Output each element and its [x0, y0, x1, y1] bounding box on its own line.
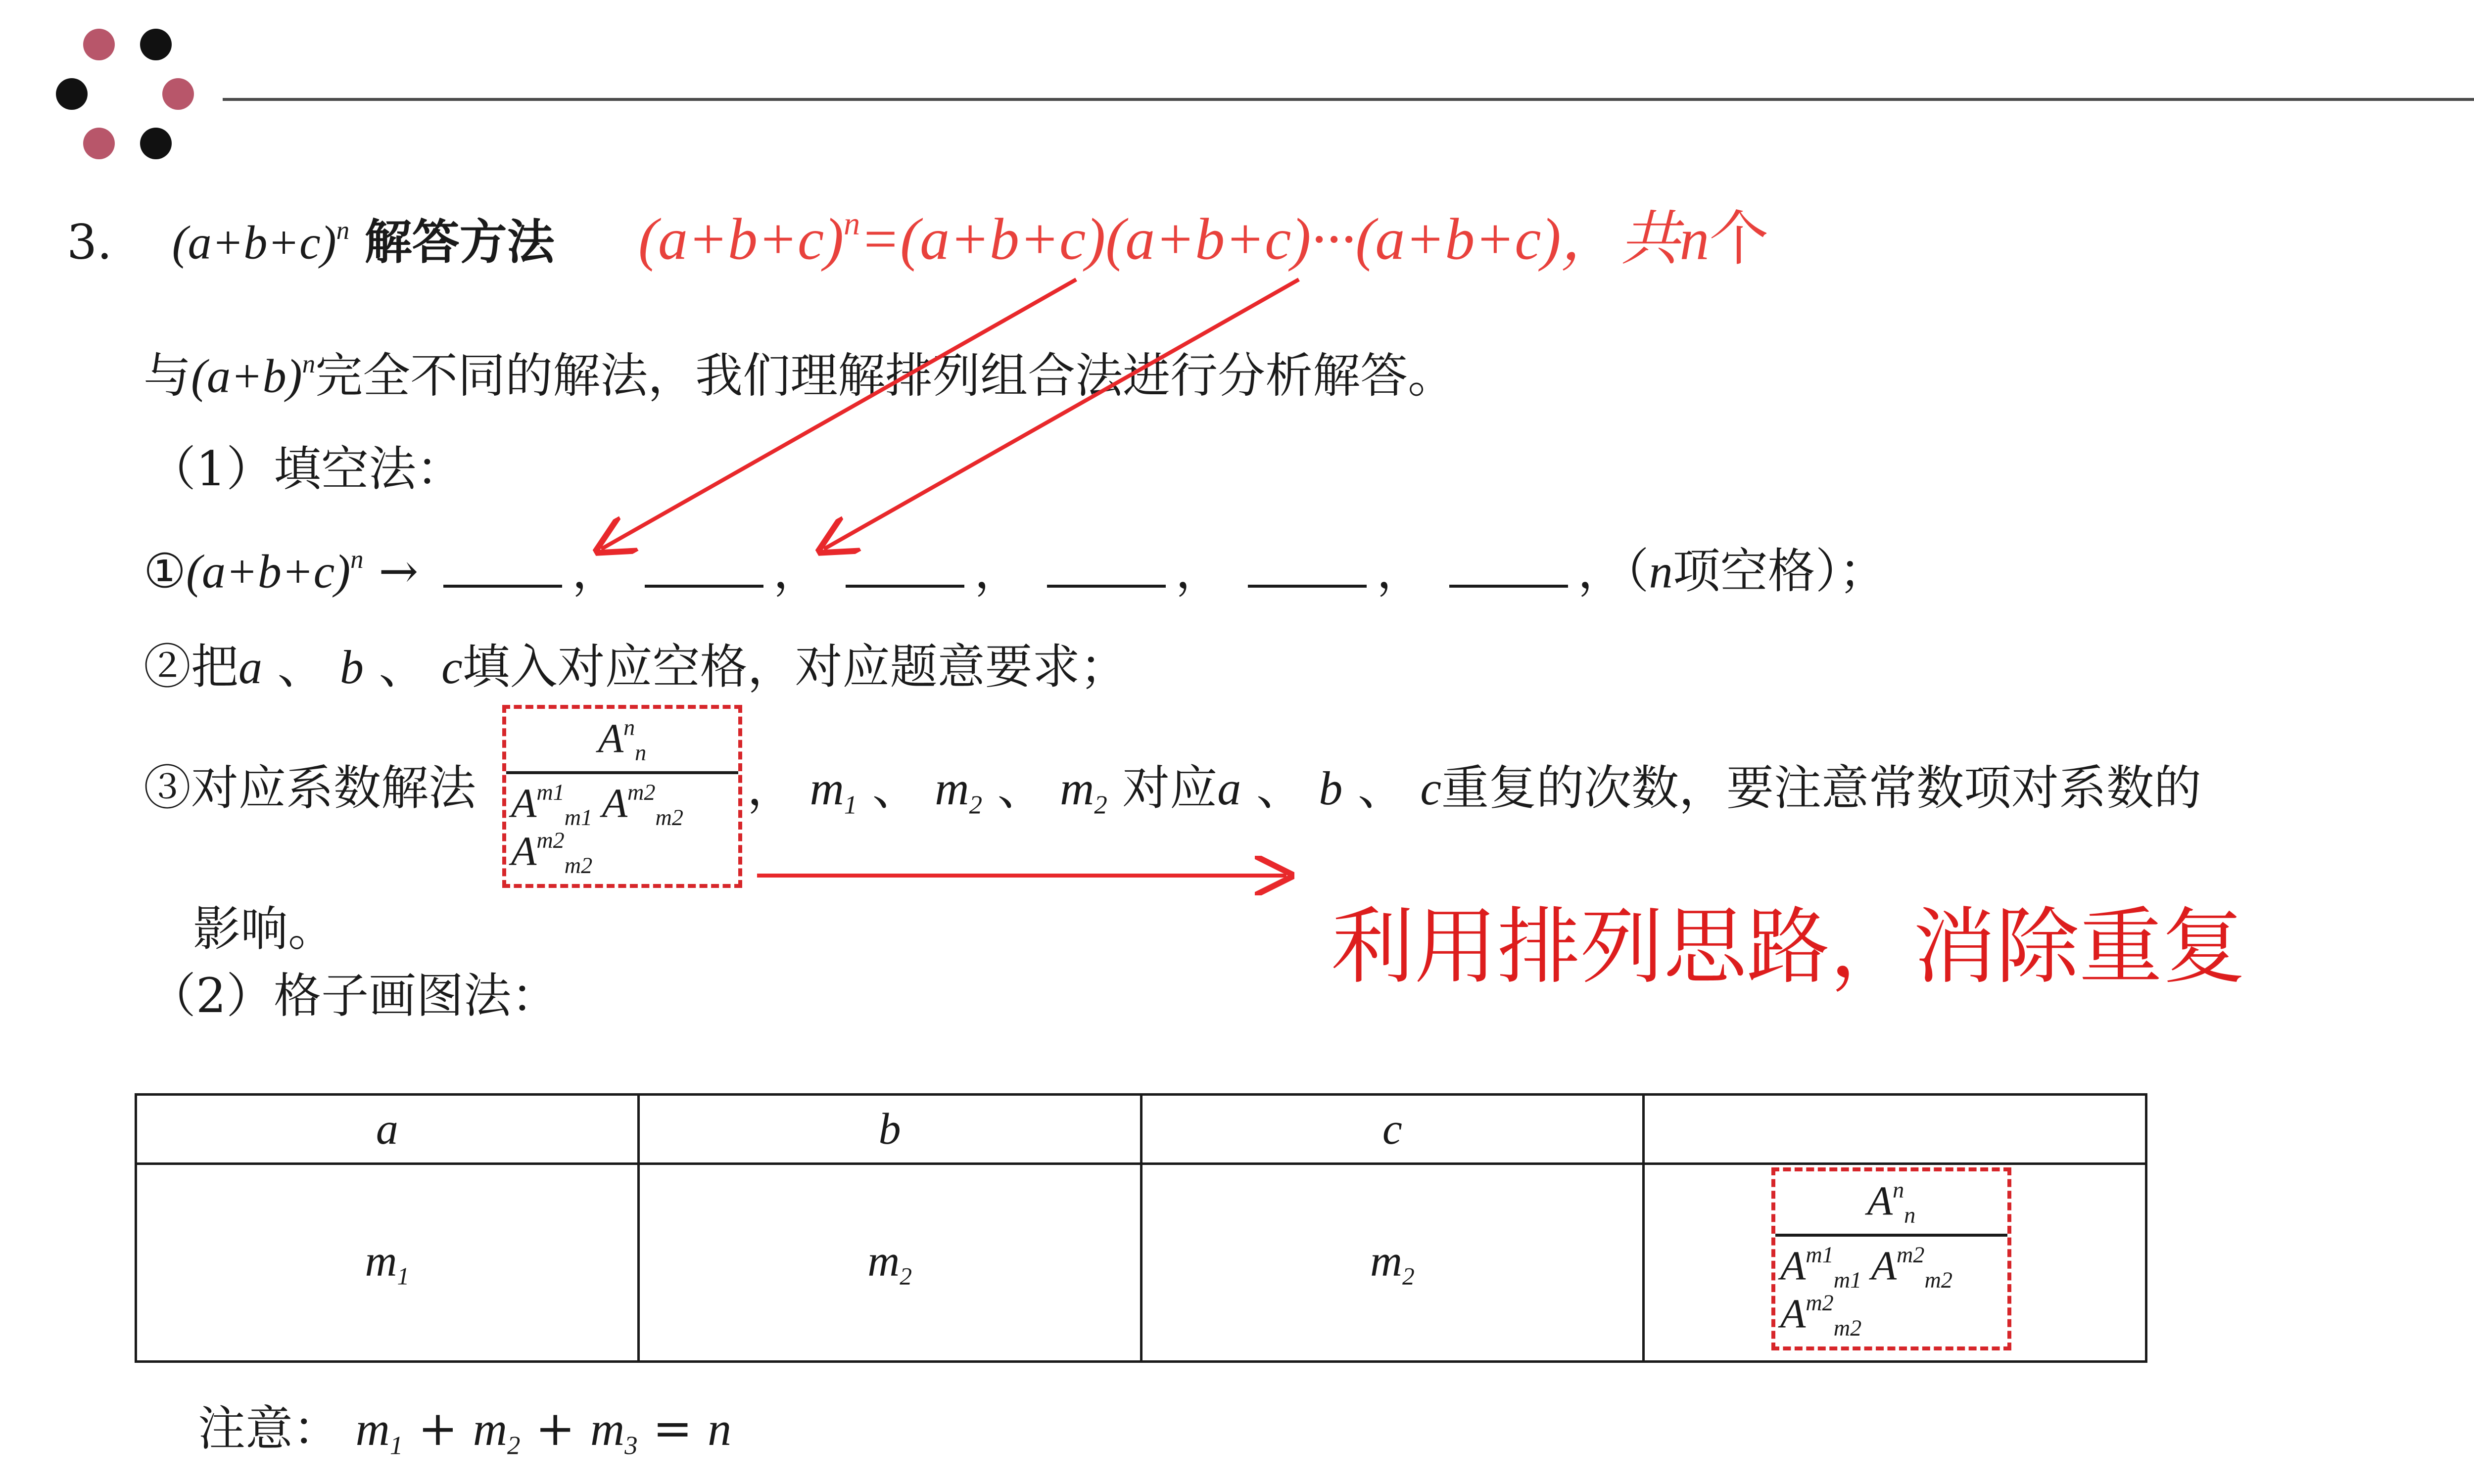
cell-m1: m — [365, 1237, 397, 1286]
f1-den-m2-sup: m2 — [627, 779, 656, 805]
f1-den-m2-sub: m2 — [655, 804, 683, 830]
f1-den-A3: A — [511, 828, 537, 875]
note-plus1: + — [418, 1401, 458, 1456]
f1-den-m3-sub: m2 — [564, 852, 593, 878]
section-number: 3. — [67, 214, 112, 270]
table-header-c: c — [1141, 1095, 1644, 1164]
table-header-a: a — [136, 1095, 639, 1164]
step1-exp: n — [350, 545, 364, 574]
note-m1: m — [355, 1402, 390, 1455]
step2-prefix: ②把 — [143, 639, 238, 695]
f2-den-m1-sup: m1 — [1806, 1242, 1834, 1267]
intro-pre: 与 — [143, 348, 191, 404]
f2-den-m3-sup: m2 — [1806, 1290, 1834, 1315]
note-m3-sub: 3 — [624, 1431, 638, 1460]
step3-sep1: 、 — [872, 760, 920, 816]
sep-1: ， — [572, 543, 620, 599]
step3-wrap: 影响。 — [193, 901, 335, 957]
step3-sep3: 、 — [1256, 760, 1304, 816]
arrow-to-blank-2 — [824, 279, 1299, 549]
step3-b: b — [1319, 762, 1343, 815]
table-cell-m2 — [638, 1164, 1141, 1362]
step2-sep2: 、 — [379, 639, 427, 695]
step3-m1: m — [809, 762, 844, 815]
intro-base: (a+b) — [191, 349, 302, 403]
step3-m1-sub: 1 — [844, 790, 857, 820]
cell-m2: m — [867, 1237, 900, 1286]
step3-sep2: 、 — [997, 760, 1045, 816]
f2-den-m3-sub: m2 — [1833, 1315, 1862, 1341]
note-line — [198, 1401, 732, 1460]
red-tail: 个 — [1709, 204, 1769, 274]
step3-tail: 重复的次数，要注意常数项对系数的 — [1441, 760, 2201, 816]
red-n: n — [1679, 206, 1710, 272]
step1-arrow-icon: → — [379, 543, 419, 599]
heading-label: 解答方法 — [364, 214, 555, 270]
step3-sep4: 、 — [1357, 760, 1405, 816]
step3-m2-sub: 2 — [969, 790, 983, 820]
f1-den-A2: A — [602, 780, 628, 827]
heading-exp: n — [336, 216, 350, 245]
step2-b: b — [340, 641, 364, 694]
note-label: 注意： — [198, 1401, 340, 1456]
formula-box-2 — [1771, 1167, 2011, 1350]
note-eq: = — [653, 1401, 693, 1456]
step1-tail-open: ，（ — [1577, 543, 1649, 599]
cell-m3: m — [1370, 1237, 1402, 1286]
f1-den-A1: A — [511, 780, 537, 827]
f2-den-A1: A — [1780, 1243, 1806, 1289]
cell-m3-sub: 2 — [1402, 1262, 1415, 1290]
note-m2-sub: 2 — [507, 1431, 521, 1460]
f2-num-sup: n — [1893, 1177, 1904, 1203]
method1-title: （1）填空法： — [148, 441, 464, 497]
step3-prefix: ③对应系数解法 — [143, 760, 476, 816]
f2-den-m1-sub: m1 — [1833, 1267, 1862, 1293]
f2-den-A2: A — [1871, 1243, 1897, 1289]
sep-5: ， — [1377, 543, 1425, 599]
intro-post: 完全不同的解法，我们理解排列组合法进行分析解答。 — [315, 348, 1456, 404]
step3-m3: m — [1060, 762, 1094, 815]
note-m2: m — [473, 1402, 508, 1455]
red-rhs: =(a+b+c)(a+b+c)···(a+b+c)，共 — [860, 206, 1680, 272]
step3-mid: 对应 — [1122, 760, 1218, 816]
step3-c: c — [1420, 762, 1441, 815]
red-exp: n — [844, 206, 860, 242]
note-m1-sub: 1 — [389, 1431, 403, 1460]
cell-m2-sub: 2 — [900, 1262, 912, 1290]
sep-2: ， — [773, 543, 821, 599]
f2-den-A3: A — [1780, 1291, 1806, 1337]
step2-sep1: 、 — [277, 639, 325, 695]
sep-3: ， — [974, 543, 1022, 599]
step3-m3-sub: 2 — [1094, 790, 1107, 820]
step2-c: c — [441, 641, 463, 694]
f2-num-sub: n — [1904, 1202, 1916, 1228]
f2-den-m2-sub: m2 — [1924, 1267, 1952, 1293]
table-header-b: b — [638, 1095, 1141, 1164]
f1-den-m1-sub: m1 — [564, 804, 593, 830]
note-m3: m — [590, 1402, 625, 1455]
table-header-empty — [1644, 1095, 2146, 1164]
table-cell-m3 — [1141, 1164, 1644, 1362]
f2-den-m2-sup: m2 — [1897, 1242, 1925, 1267]
red-expr: (a+b+c) — [638, 206, 844, 272]
f1-num-sub: n — [635, 740, 647, 765]
f2-numerator-A: A — [1867, 1178, 1893, 1224]
heading-expr: (a+b+c) — [172, 216, 336, 269]
f1-den-m3-sup: m2 — [536, 827, 565, 853]
note-n: n — [708, 1402, 732, 1455]
table-cell-m1 — [136, 1164, 639, 1362]
annotation-text: 利用排列思路，消除重复 — [1331, 898, 2245, 995]
arrow-to-blank-1 — [601, 279, 1076, 549]
step2-a: a — [238, 641, 262, 694]
method2-title: （2）格子画图法： — [148, 968, 559, 1023]
step1-tail-n: n — [1649, 545, 1673, 598]
step3-comma: ， — [747, 760, 795, 816]
step3-a: a — [1217, 762, 1241, 815]
sep-4: ， — [1175, 543, 1223, 599]
step2-tail: 填入对应空格，对应题意要求； — [462, 639, 1128, 695]
f1-num-sup: n — [623, 714, 635, 740]
f1-numerator-A: A — [598, 715, 624, 762]
step1-prefix: ① — [143, 543, 187, 599]
step1-tail-close: 项空格）； — [1672, 543, 1887, 599]
step3-m2: m — [935, 762, 969, 815]
note-plus2: + — [535, 1401, 575, 1456]
intro-exp: n — [302, 350, 316, 378]
cell-m1-sub: 1 — [397, 1262, 410, 1290]
f1-den-m1-sup: m1 — [536, 779, 565, 805]
step1-expr: (a+b+c) — [186, 545, 351, 598]
